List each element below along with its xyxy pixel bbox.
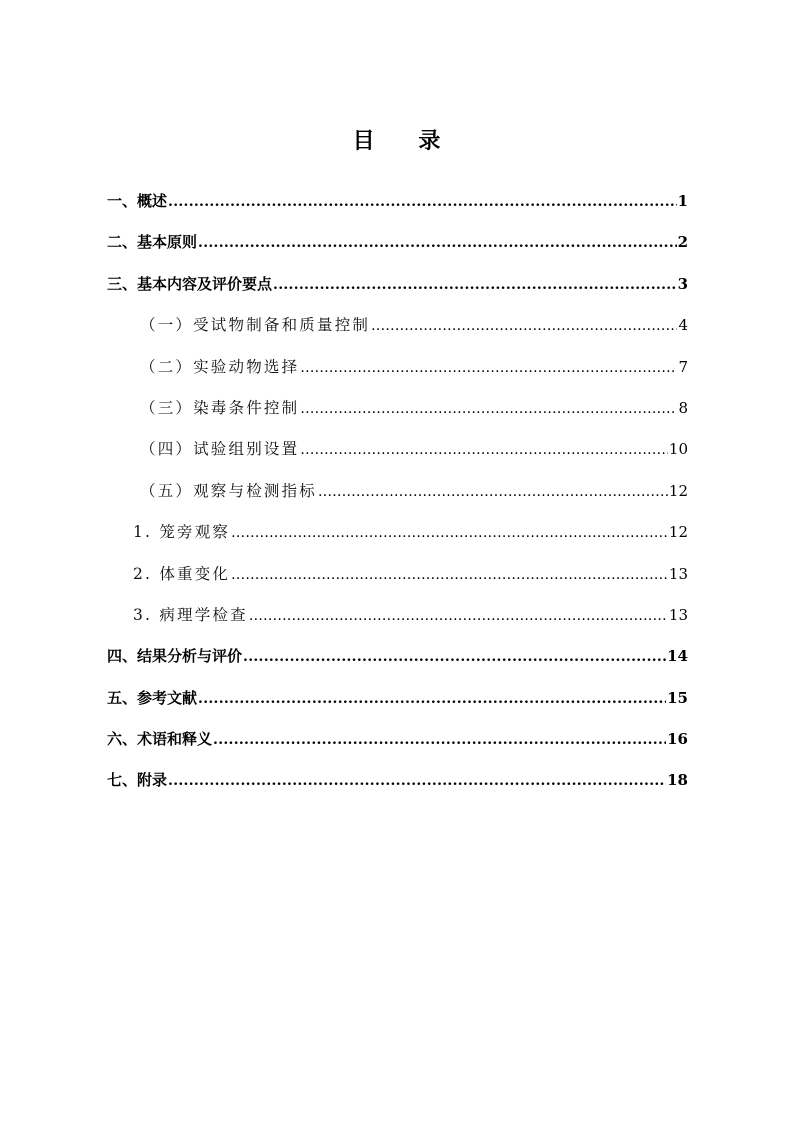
toc-entry-results-analysis[interactable] (107, 642, 688, 683)
toc-page-number: 13 (668, 564, 688, 583)
toc-entry-basic-principles[interactable] (107, 228, 688, 269)
toc-page-number: 7 (678, 357, 688, 376)
toc-entry-label: （五）观察与检测指标 (140, 481, 318, 500)
toc-entry-terminology[interactable] (107, 725, 688, 766)
toc-entry-label: （二）实验动物选择 (140, 357, 300, 376)
toc-page-number: 3 (677, 274, 688, 293)
toc-entry-exposure-conditions[interactable] (107, 394, 688, 435)
toc-title: 目 录 (352, 129, 459, 154)
toc-page-number: 18 (667, 771, 688, 790)
toc-entry-body-weight[interactable] (107, 560, 688, 601)
toc-leader-dots (168, 767, 666, 795)
toc-entry-label: 1. 笼旁观察 (133, 523, 231, 542)
toc-page-number: 10 (668, 440, 688, 459)
toc-entry-label: 五、参考文献 (107, 688, 198, 707)
toc-page-number: 1 (677, 192, 688, 210)
toc-leader-dots (213, 726, 666, 754)
toc-entry-label: 3. 病理学检查 (133, 605, 248, 624)
toc-entry-label: 二、基本原则 (107, 233, 198, 252)
toc-leader-dots (249, 602, 668, 630)
toc-page-number: 2 (677, 233, 688, 252)
toc-leader-dots (231, 519, 668, 547)
toc-entry-test-substance[interactable] (107, 311, 688, 352)
toc-entry-label: 四、结果分析与评价 (107, 647, 243, 666)
toc-entry-label: 七、附录 (107, 771, 168, 790)
toc-leader-dots (243, 643, 666, 671)
toc-leader-dots (198, 229, 677, 257)
toc-entry-label: 一、概述 (107, 192, 168, 210)
toc-leader-dots (371, 312, 677, 340)
toc-page-number: 15 (667, 688, 688, 707)
toc-entry-label: （一）受试物制备和质量控制 (140, 316, 371, 335)
toc-entry-overview[interactable] (107, 187, 688, 228)
toc-entry-cage-side-observation[interactable] (107, 518, 688, 559)
toc-leader-dots (300, 436, 668, 464)
toc-entry-label: 三、基本内容及评价要点 (107, 274, 273, 293)
toc-entry-appendix[interactable] (107, 766, 688, 807)
toc-page-number: 12 (668, 481, 688, 500)
toc-leader-dots (318, 478, 668, 506)
toc-entry-animal-selection[interactable] (107, 353, 688, 394)
toc-entry-group-settings[interactable] (107, 435, 688, 476)
toc-entry-pathology[interactable] (107, 601, 688, 642)
toc-entry-label: （三）染毒条件控制 (140, 398, 300, 417)
toc-entry-references[interactable] (107, 684, 688, 725)
toc-page-number: 8 (678, 398, 688, 417)
toc-entry-label: 2. 体重变化 (133, 564, 231, 583)
toc-page-number: 12 (668, 523, 688, 542)
toc-leader-dots (231, 561, 668, 589)
toc-entry-label: （四）试验组别设置 (140, 440, 300, 459)
toc-leader-dots (300, 354, 677, 382)
toc-leader-dots (198, 685, 666, 713)
toc-leader-dots (273, 271, 677, 299)
toc-entry-label: 六、术语和释义 (107, 730, 213, 749)
toc-leader-dots (300, 395, 677, 423)
toc-page-number: 13 (668, 605, 688, 624)
toc-entry-observation-indicators[interactable] (107, 477, 688, 518)
toc-page-number: 16 (667, 730, 688, 749)
toc-entry-basic-content[interactable] (107, 270, 688, 311)
toc-page-number: 4 (678, 316, 688, 335)
toc-page-number: 14 (667, 647, 688, 666)
toc-leader-dots (168, 188, 677, 216)
table-of-contents (107, 187, 688, 808)
